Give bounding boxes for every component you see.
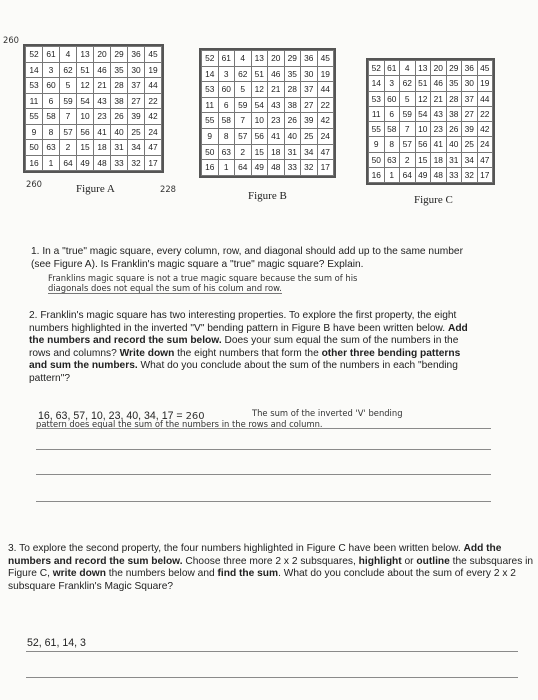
grid-cell: 55 [369, 122, 385, 137]
question-2-instruction-add: Add the numbers and record the sum below. [29, 322, 468, 347]
grid-cell: 59 [60, 93, 77, 109]
grid-cell: 50 [369, 152, 385, 167]
figure-c-caption: Figure C [414, 194, 453, 206]
question-2-intro: 2. Franklin's magic square has two interesting properties. To explore the first property, the eight numbers highlighted in the inverted "V" bending pattern in Figure B have been written below. [29, 310, 457, 334]
grid-cell: 14 [26, 62, 43, 78]
grid-cell: 63 [43, 140, 60, 156]
figure-b-grid [201, 50, 334, 176]
grid-cell: 44 [145, 78, 162, 94]
grid-cell: 49 [415, 168, 431, 183]
grid-cell: 46 [268, 66, 285, 82]
grid-cell: 23 [94, 109, 111, 125]
grid-cell: 47 [145, 140, 162, 156]
grid-cell: 43 [94, 93, 111, 109]
grid-cell: 40 [284, 128, 301, 144]
grid-cell: 25 [301, 128, 318, 144]
question-2-answer-rule-1 [36, 428, 491, 429]
grid-cell: 42 [317, 113, 334, 129]
grid-cell: 33 [446, 168, 462, 183]
grid-cell: 8 [384, 137, 400, 152]
grid-cell: 15 [251, 144, 268, 160]
grid-cell: 13 [77, 47, 94, 63]
grid-cell: 39 [462, 122, 478, 137]
grid-cell: 59 [235, 97, 252, 113]
grid-cell: 37 [301, 82, 318, 98]
question-2-text-mid-2: the eight numbers that form the [174, 347, 322, 359]
grid-cell: 33 [284, 160, 301, 176]
grid-row [26, 62, 162, 78]
grid-cell: 57 [60, 124, 77, 140]
grid-cell: 49 [77, 155, 94, 171]
grid-cell: 27 [301, 97, 318, 113]
grid-cell: 24 [145, 124, 162, 140]
grid-row [26, 78, 162, 94]
grid-cell: 57 [400, 137, 416, 152]
question-2-answer-line-1: The sum of the inverted 'V' bending [252, 408, 403, 418]
grid-cell: 3 [384, 76, 400, 91]
question-2-answer-rule-3 [36, 474, 491, 475]
grid-cell: 36 [462, 61, 478, 76]
grid-cell: 40 [111, 124, 128, 140]
grid-cell: 31 [284, 144, 301, 160]
grid-cell: 34 [462, 152, 478, 167]
grid-cell: 47 [477, 152, 493, 167]
grid-cell: 60 [218, 82, 235, 98]
grid-cell: 24 [317, 128, 334, 144]
grid-cell: 37 [462, 91, 478, 106]
question-3-text-mid-2: the subsquares in Figure C, [8, 555, 534, 580]
grid-cell: 26 [284, 113, 301, 129]
question-3-intro: 3. To explore the second property, the four numbers highlighted in Figure C have been written below. [8, 543, 464, 554]
grid-cell: 54 [77, 93, 94, 109]
grid-cell: 39 [128, 109, 145, 125]
grid-cell: 56 [77, 124, 94, 140]
grid-cell: 9 [26, 124, 43, 140]
grid-cell: 51 [415, 76, 431, 91]
grid-cell: 59 [400, 106, 416, 121]
grid-cell: 55 [202, 113, 219, 129]
grid-cell: 1 [218, 160, 235, 176]
grid-cell: 13 [415, 61, 431, 76]
grid-cell: 32 [462, 168, 478, 183]
grid-row [369, 76, 493, 91]
question-3-instruction-write: write down [52, 568, 106, 580]
grid-row [369, 122, 493, 137]
grid-cell: 51 [77, 62, 94, 78]
figure-c-grid [368, 60, 493, 183]
grid-cell: 41 [94, 124, 111, 140]
grid-cell: 22 [477, 106, 493, 121]
grid-cell: 17 [145, 155, 162, 171]
grid-cell: 60 [43, 78, 60, 94]
grid-cell: 22 [145, 93, 162, 109]
grid-cell: 34 [301, 144, 318, 160]
grid-cell: 64 [235, 160, 252, 176]
grid-cell: 13 [251, 51, 268, 67]
grid-cell: 42 [477, 122, 493, 137]
grid-cell: 17 [477, 168, 493, 183]
grid-cell: 30 [128, 62, 145, 78]
grid-cell: 45 [317, 51, 334, 67]
grid-cell: 58 [43, 109, 60, 125]
grid-cell: 43 [431, 106, 447, 121]
grid-cell: 52 [26, 47, 43, 63]
grid-cell: 58 [384, 122, 400, 137]
question-2-number-list: 16, 63, 57, 10, 23, 40, 34, 17 = [38, 410, 186, 422]
grid-cell: 9 [202, 128, 219, 144]
grid-cell: 20 [268, 51, 285, 67]
question-2-answer-line-2: pattern does equal the sum of the numbers in the rows and column. [36, 419, 323, 429]
grid-cell: 41 [431, 137, 447, 152]
grid-row [202, 51, 334, 67]
grid-cell: 38 [111, 93, 128, 109]
grid-cell: 36 [301, 51, 318, 67]
grid-cell: 25 [128, 124, 145, 140]
question-3-instruction-outline: outline [416, 555, 450, 567]
question-2-answer-rule-4 [36, 501, 491, 502]
grid-cell: 30 [301, 66, 318, 82]
grid-row [26, 109, 162, 125]
grid-cell: 50 [202, 144, 219, 160]
grid-row [369, 152, 493, 167]
grid-cell: 16 [202, 160, 219, 176]
grid-cell: 52 [369, 61, 385, 76]
grid-cell: 63 [384, 152, 400, 167]
question-3-instruction-highlight: highlight [358, 555, 402, 567]
grid-cell: 16 [26, 155, 43, 171]
grid-cell: 37 [128, 78, 145, 94]
grid-cell: 62 [235, 66, 252, 82]
grid-cell: 64 [400, 168, 416, 183]
question-3-numbers: 52, 61, 14, 3 [27, 637, 86, 649]
grid-cell: 56 [415, 137, 431, 152]
grid-cell: 5 [235, 82, 252, 98]
grid-cell: 8 [43, 124, 60, 140]
question-3-text-end: . What do you conclude about the sum of every 2 x 2 subsquare Franklin's Magic Square? [8, 568, 516, 592]
grid-cell: 61 [43, 47, 60, 63]
grid-row [369, 91, 493, 106]
grid-cell: 19 [145, 62, 162, 78]
grid-cell: 44 [317, 82, 334, 98]
grid-cell: 16 [369, 168, 385, 183]
grid-cell: 31 [111, 140, 128, 156]
figure-a-sum-note-bottom-left: 260 [26, 179, 42, 189]
grid-cell: 10 [77, 109, 94, 125]
grid-cell: 48 [94, 155, 111, 171]
grid-cell: 63 [218, 144, 235, 160]
question-3-text-mid: Choose three more 2 x 2 subsquares, [182, 555, 359, 567]
grid-cell: 35 [111, 62, 128, 78]
grid-cell: 18 [94, 140, 111, 156]
grid-cell: 5 [400, 91, 416, 106]
grid-cell: 53 [26, 78, 43, 94]
grid-row [369, 137, 493, 152]
grid-cell: 12 [251, 82, 268, 98]
grid-cell: 33 [111, 155, 128, 171]
grid-cell: 32 [301, 160, 318, 176]
grid-cell: 2 [400, 152, 416, 167]
grid-cell: 11 [26, 93, 43, 109]
grid-row [26, 93, 162, 109]
grid-cell: 7 [235, 113, 252, 129]
grid-cell: 27 [128, 93, 145, 109]
figure-c-magic-square [366, 58, 495, 185]
question-2-text-mid: Does your sum equal the sum of the numbers in the rows and columns? [29, 335, 459, 359]
question-3-text-mid-3: the numbers below and [105, 568, 218, 580]
question-2-instruction-write: Write down [119, 347, 175, 359]
grid-cell: 44 [477, 91, 493, 106]
grid-cell: 6 [43, 93, 60, 109]
figure-a-grid [25, 46, 162, 171]
figure-b-caption: Figure B [248, 190, 287, 202]
question-1-answer-line-1: Franklins magic square is not a true magic square because the sum of his [48, 273, 358, 283]
grid-cell: 12 [415, 91, 431, 106]
question-3-instruction-add: Add the numbers and record the sum below. [8, 543, 502, 567]
grid-row [202, 128, 334, 144]
grid-cell: 11 [202, 97, 219, 113]
grid-cell: 38 [446, 106, 462, 121]
question-2-text-end: What do you conclude about the sum of the numbers in each "bending pattern"? [29, 360, 458, 384]
grid-cell: 6 [384, 106, 400, 121]
grid-row [202, 144, 334, 160]
figure-a-caption: Figure A [76, 183, 115, 195]
grid-cell: 14 [202, 66, 219, 82]
grid-cell: 38 [284, 97, 301, 113]
grid-row [202, 82, 334, 98]
question-2-answer-rule-2 [36, 449, 491, 450]
grid-cell: 55 [26, 109, 43, 125]
figure-a-sum-note-top: 260 [3, 35, 19, 45]
grid-cell: 57 [235, 128, 252, 144]
grid-cell: 12 [77, 78, 94, 94]
grid-cell: 26 [111, 109, 128, 125]
grid-row [26, 124, 162, 140]
grid-cell: 48 [431, 168, 447, 183]
grid-cell: 28 [284, 82, 301, 98]
grid-row [26, 140, 162, 156]
question-3-answer-rule-1 [26, 651, 518, 652]
grid-cell: 48 [268, 160, 285, 176]
grid-cell: 11 [369, 106, 385, 121]
grid-row [202, 97, 334, 113]
grid-cell: 7 [60, 109, 77, 125]
grid-cell: 58 [218, 113, 235, 129]
grid-cell: 54 [251, 97, 268, 113]
grid-row [369, 168, 493, 183]
grid-cell: 20 [431, 61, 447, 76]
grid-cell: 14 [369, 76, 385, 91]
question-1-answer-line-2: diagonals does not equal the sum of his colum and row. [48, 283, 282, 293]
figure-a-sum-note-bottom-right: 228 [160, 184, 176, 194]
question-1-text: 1. In a "true" magic square, every column, row, and diagonal should add up to the same number (see Figure A). Is Franklin's magic square a "true" magic square? Explain. [31, 246, 463, 270]
grid-cell: 15 [77, 140, 94, 156]
grid-cell: 28 [111, 78, 128, 94]
figure-b-magic-square [199, 48, 336, 178]
grid-cell: 29 [446, 61, 462, 76]
grid-cell: 36 [128, 47, 145, 63]
grid-cell: 62 [60, 62, 77, 78]
grid-cell: 40 [446, 137, 462, 152]
grid-cell: 46 [94, 62, 111, 78]
grid-cell: 60 [384, 91, 400, 106]
grid-cell: 54 [415, 106, 431, 121]
grid-cell: 31 [446, 152, 462, 167]
grid-cell: 4 [60, 47, 77, 63]
grid-cell: 45 [477, 61, 493, 76]
grid-cell: 25 [462, 137, 478, 152]
grid-cell: 3 [218, 66, 235, 82]
question-3-answer-rule-2 [26, 677, 518, 678]
grid-cell: 6 [218, 97, 235, 113]
grid-cell: 24 [477, 137, 493, 152]
grid-cell: 61 [384, 61, 400, 76]
grid-cell: 34 [128, 140, 145, 156]
grid-row [369, 106, 493, 121]
grid-cell: 39 [301, 113, 318, 129]
grid-cell: 8 [218, 128, 235, 144]
grid-row [202, 66, 334, 82]
question-3-text-or: or [401, 555, 417, 567]
grid-cell: 32 [128, 155, 145, 171]
grid-cell: 30 [462, 76, 478, 91]
question-3-text [8, 543, 534, 593]
grid-cell: 61 [218, 51, 235, 67]
question-2-text [29, 310, 479, 386]
grid-cell: 21 [268, 82, 285, 98]
grid-cell: 19 [317, 66, 334, 82]
grid-cell: 42 [145, 109, 162, 125]
grid-cell: 20 [94, 47, 111, 63]
grid-cell: 7 [400, 122, 416, 137]
grid-cell: 52 [202, 51, 219, 67]
grid-cell: 2 [235, 144, 252, 160]
grid-row [202, 160, 334, 176]
grid-cell: 18 [431, 152, 447, 167]
grid-cell: 49 [251, 160, 268, 176]
grid-cell: 22 [317, 97, 334, 113]
grid-cell: 47 [317, 144, 334, 160]
question-2-sum: 260 [185, 411, 205, 422]
grid-cell: 17 [317, 160, 334, 176]
grid-cell: 4 [235, 51, 252, 67]
grid-cell: 1 [384, 168, 400, 183]
grid-row [369, 61, 493, 76]
grid-cell: 5 [60, 78, 77, 94]
grid-cell: 1 [43, 155, 60, 171]
grid-row [26, 155, 162, 171]
grid-cell: 53 [202, 82, 219, 98]
grid-cell: 29 [111, 47, 128, 63]
grid-cell: 35 [284, 66, 301, 82]
grid-cell: 19 [477, 76, 493, 91]
grid-cell: 4 [400, 61, 416, 76]
grid-cell: 10 [251, 113, 268, 129]
grid-cell: 51 [251, 66, 268, 82]
grid-cell: 23 [268, 113, 285, 129]
figure-a-magic-square [23, 44, 164, 173]
grid-cell: 10 [415, 122, 431, 137]
grid-row [26, 47, 162, 63]
grid-cell: 28 [446, 91, 462, 106]
grid-cell: 41 [268, 128, 285, 144]
grid-cell: 3 [43, 62, 60, 78]
grid-cell: 2 [60, 140, 77, 156]
grid-cell: 53 [369, 91, 385, 106]
grid-cell: 26 [446, 122, 462, 137]
question-3-instruction-sum: find the sum [217, 568, 279, 580]
grid-cell: 9 [369, 137, 385, 152]
question-2-instruction-other-patterns: other three bending patterns and sum the numbers. [29, 347, 461, 372]
grid-row [202, 113, 334, 129]
grid-cell: 29 [284, 51, 301, 67]
grid-cell: 27 [462, 106, 478, 121]
grid-cell: 62 [400, 76, 416, 91]
grid-cell: 43 [268, 97, 285, 113]
grid-cell: 56 [251, 128, 268, 144]
grid-cell: 50 [26, 140, 43, 156]
grid-cell: 21 [94, 78, 111, 94]
grid-cell: 35 [446, 76, 462, 91]
grid-cell: 64 [60, 155, 77, 171]
grid-cell: 45 [145, 47, 162, 63]
grid-cell: 18 [268, 144, 285, 160]
grid-cell: 21 [431, 91, 447, 106]
grid-cell: 15 [415, 152, 431, 167]
grid-cell: 23 [431, 122, 447, 137]
grid-cell: 46 [431, 76, 447, 91]
